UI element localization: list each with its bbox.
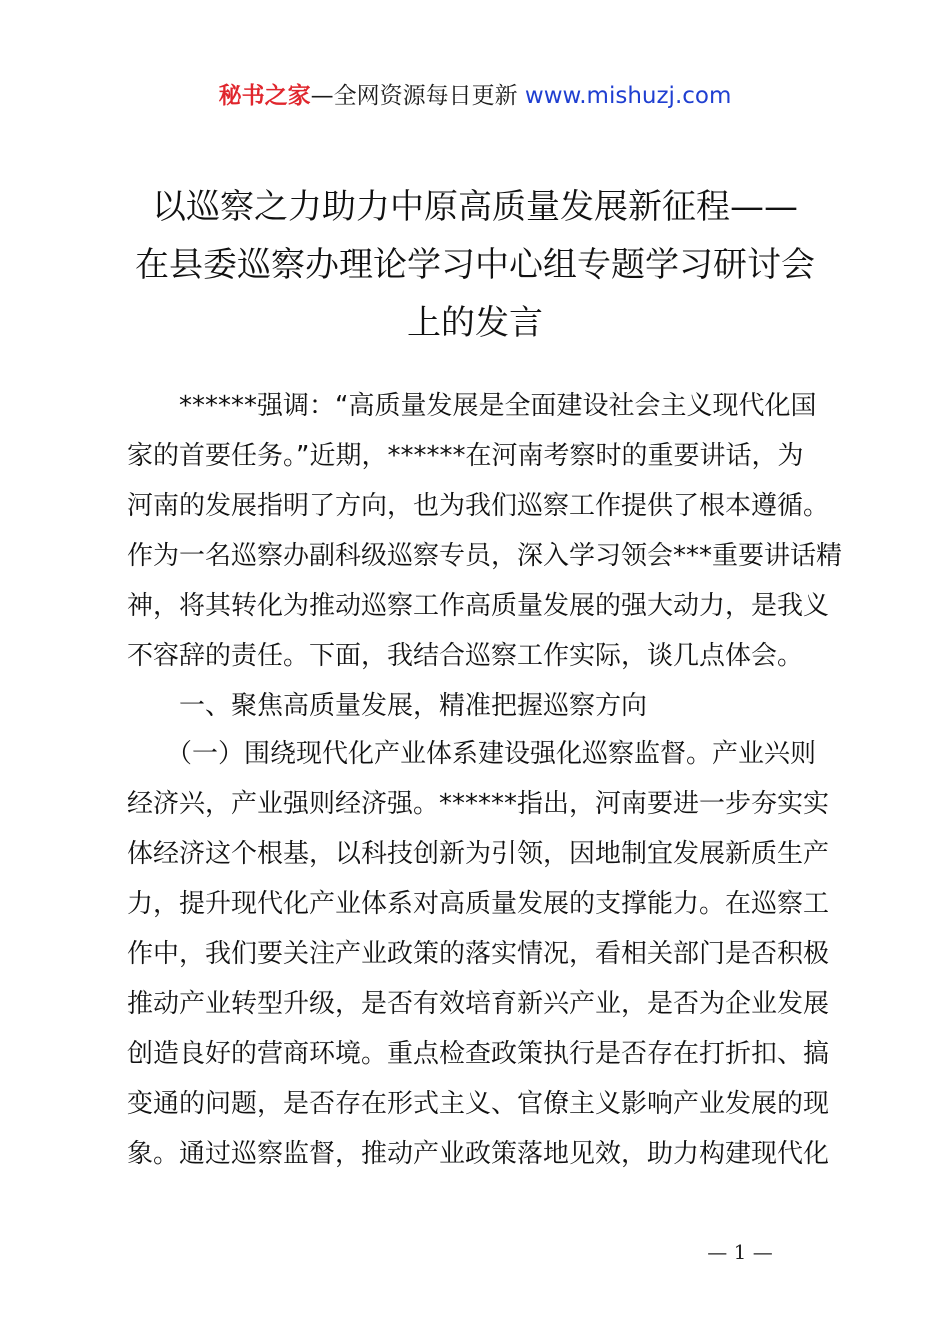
text-line: 体经济这个根基，以科技创新为引领，因地制宜发展新质生产 [127, 839, 830, 869]
text-line: ******强调：“高质量发展是全面建设社会主义现代化国 [127, 391, 817, 421]
site-url-link[interactable]: www.mishuzj.com [524, 83, 732, 109]
text-line: 河南的发展指明了方向，也为我们巡察工作提供了根本遵循。 [127, 491, 830, 521]
site-header [0, 80, 950, 112]
text-line: 象。通过巡察监督，推动产业政策落地见效，助力构建现代化 [127, 1139, 830, 1169]
section-heading [127, 681, 837, 731]
title-line: 以巡察之力助力中原高质量发展新征程—— [152, 187, 798, 227]
site-tagline: —全网资源每日更新 [310, 83, 525, 109]
site-brand: 秘书之家 [218, 83, 311, 109]
text-line: 作为一名巡察办副科级巡察专员，深入学习领会***重要讲话精 [127, 541, 843, 571]
section-heading-text: 一、聚焦高质量发展，精准把握巡察方向 [127, 691, 648, 721]
body-paragraph [127, 729, 837, 1179]
text-line: 变通的问题，是否存在形式主义、官僚主义影响产业发展的现 [127, 1089, 830, 1119]
intro-paragraph [127, 381, 843, 681]
title-line: 上的发言 [407, 303, 543, 343]
text-line: 家的首要任务。”近期，******在河南考察时的重要讲话，为 [127, 441, 804, 471]
text-line: 推动产业转型升级，是否有效培育新兴产业，是否为企业发展 [127, 989, 830, 1019]
text-line: 不容辞的责任。下面，我结合巡察工作实际，谈几点体会。 [127, 641, 804, 671]
title-line: 在县委巡察办理论学习中心组专题学习研讨会 [135, 245, 815, 285]
document-title [110, 178, 840, 352]
text-line: 创造良好的营商环境。重点检查政策执行是否存在打折扣、搞 [127, 1039, 830, 1069]
text-line: 作中，我们要关注产业政策的落实情况，看相关部门是否积极 [127, 939, 830, 969]
text-line: 经济兴，产业强则经济强。******指出，河南要进一步夯实实 [127, 789, 830, 819]
text-line: （一）围绕现代化产业体系建设强化巡察监督。产业兴则 [127, 739, 817, 769]
text-line: 力，提升现代化产业体系对高质量发展的支撑能力。在巡察工 [127, 889, 830, 919]
text-line: 神，将其转化为推动巡察工作高质量发展的强大动力，是我义 [127, 591, 830, 621]
page-number: — 1 — [707, 1240, 773, 1264]
